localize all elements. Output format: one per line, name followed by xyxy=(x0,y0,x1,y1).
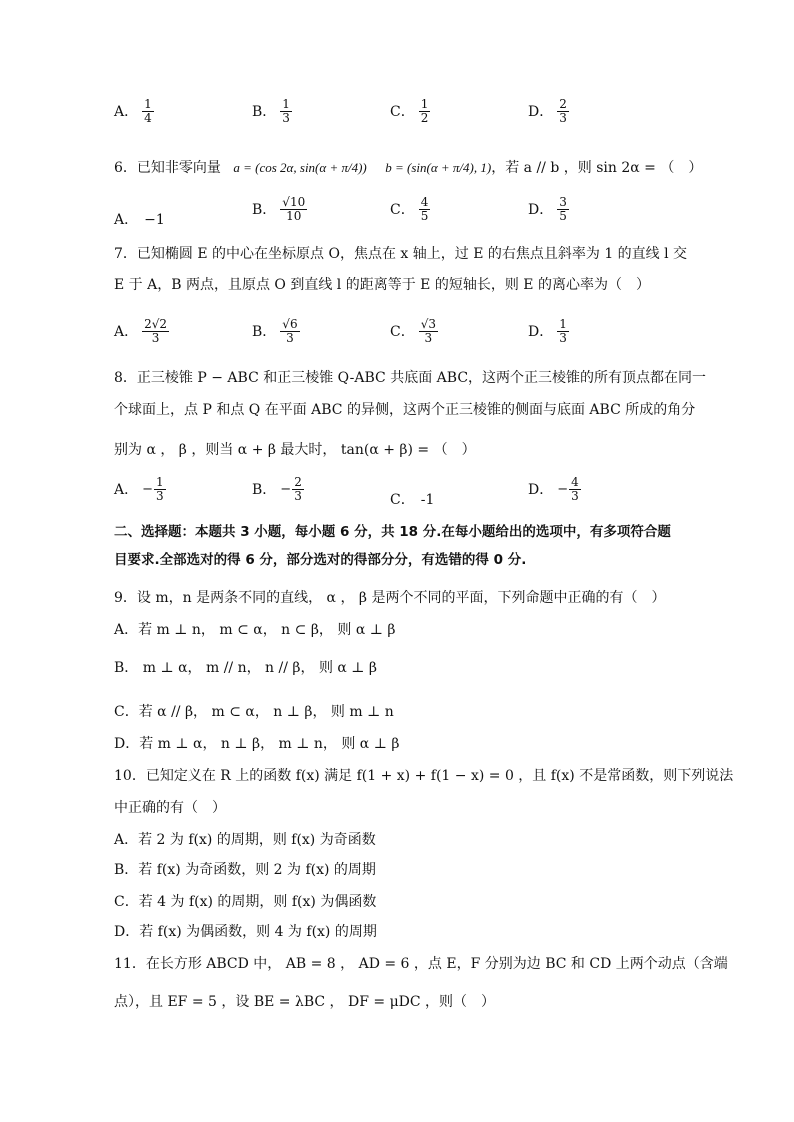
q9-stem: 9．设 m，n 是两条不同的直线， α ， β 是两个不同的平面，下列命题中正确的有（ ） xyxy=(114,590,666,606)
q10-line-1: 10．已知定义在 R 上的函数 f(x) 满足 f(1 + x) + f(1 − x) = 0 ，且 f(x) 不是常函数，则下列说法 xyxy=(114,768,734,784)
q9-option-c: C．若 α // β， m ⊂ α， n ⊥ β， 则 m ⊥ n xyxy=(114,704,394,720)
section-2-heading: 二、选择题：本题共 3 小题，每小题 6 分，共 18 分.在每小题给出的选项中，有多项符合题 xyxy=(114,524,671,540)
q10-option-c: C．若 4 为 f(x) 的周期，则 f(x) 为偶函数 xyxy=(114,894,377,910)
q10-option-b: B．若 f(x) 为奇函数，则 2 为 f(x) 的周期 xyxy=(114,862,376,878)
q6-option-c: C． $\frac{4}{5}$ xyxy=(390,195,429,223)
q10-line-2: 中正确的有（ ） xyxy=(114,800,226,816)
q7-option-a: A． $\frac{2√2}{3}$ xyxy=(114,317,168,345)
q5-option-d: D． $\frac{2}{3}$ xyxy=(528,97,567,125)
q5-option-c: C． $\frac{1}{2}$ xyxy=(390,97,429,125)
q11-line-1: 11．在长方形 ABCD 中， AB = 8 ， AD = 6 ，点 E，F 分别为边 BC 和 CD 上两个动点（含端 xyxy=(114,956,728,972)
q8-line-3: 别为 α ， β ，则当 α + β 最大时， tan(α + β) = （ ） xyxy=(114,442,476,458)
q8-option-a: A． − $\frac{1}{3}$ xyxy=(114,475,164,503)
q8-line-2: 个球面上，点 P 和点 Q 在平面 ABC 的异侧，这两个正三棱锥的侧面与底面 ABC 所成的角分 xyxy=(114,402,696,418)
q7-option-d: D． $\frac{1}{3}$ xyxy=(528,317,567,345)
q6-stem: 6．已知非零向量 a = (cos 2α, sin(α + π/4)) b = (sin(α + π/4), 1)，若 a // b ，则 sin 2α = （ ） xyxy=(114,160,703,176)
q7-option-b: B． $\frac{√6}{3}$ xyxy=(252,317,298,345)
section-2-instructions: 目要求.全部选对的得 6 分，部分选对的得部分分，有选错的得 0 分. xyxy=(114,552,527,568)
q5-option-a: A． $\frac{1}{4}$ xyxy=(114,97,152,125)
q5-option-b: B． $\frac{1}{3}$ xyxy=(252,97,290,125)
q9-option-b: B． m ⊥ α， m // n， n // β， 则 α ⊥ β xyxy=(114,660,378,676)
q9-option-a: A．若 m ⊥ n， m ⊂ α， n ⊂ β， 则 α ⊥ β xyxy=(114,622,396,638)
q10-option-d: D．若 f(x) 为偶函数，则 4 为 f(x) 的周期 xyxy=(114,924,377,940)
q6-option-d: D． $\frac{3}{5}$ xyxy=(528,195,567,223)
q8-option-d: D． − $\frac{4}{3}$ xyxy=(528,475,579,503)
q7-line-1: 7．已知椭圆 E 的中心在坐标原点 O，焦点在 x 轴上，过 E 的右焦点且斜率为 1 的直线 l 交 xyxy=(114,246,688,262)
q8-line-1: 8．正三棱锥 P − ABC 和正三棱锥 Q-ABC 共底面 ABC，这两个正三棱锥的所有顶点都在同一 xyxy=(114,370,707,386)
q6-option-a: A． −1 xyxy=(114,212,165,228)
q6-option-b: B． $\frac{√10}{10}$ xyxy=(252,195,306,223)
q8-option-b: B． − $\frac{2}{3}$ xyxy=(252,475,302,503)
q8-option-c: C． -1 xyxy=(390,492,435,508)
q10-option-a: A．若 2 为 f(x) 的周期，则 f(x) 为奇函数 xyxy=(114,832,376,848)
q9-option-d: D．若 m ⊥ α， n ⊥ β， m ⊥ n， 则 α ⊥ β xyxy=(114,736,400,752)
q7-option-c: C． $\frac{√3}{3}$ xyxy=(390,317,436,345)
q7-line-2: E 于 A，B 两点，且原点 O 到直线 l 的距离等于 E 的短轴长，则 E 的离心率为（ ） xyxy=(114,277,650,293)
q11-line-2: 点），且 EF = 5 ，设 BE = λBC ， DF = μDC ，则（ ） xyxy=(114,994,496,1010)
